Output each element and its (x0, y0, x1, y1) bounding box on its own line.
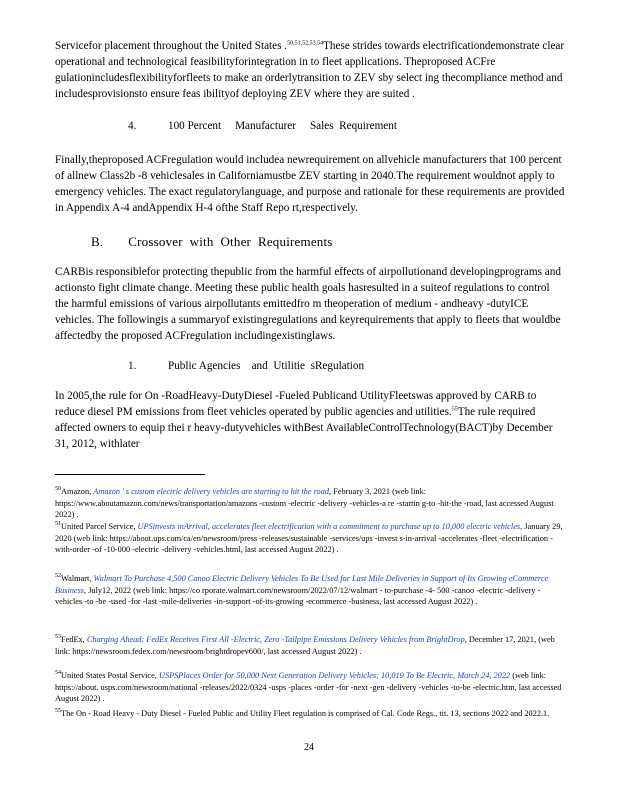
footnote-link-title[interactable]: USPSPlaces Order for 50,000 Next Generation Delivery Vehicles; 10,019 To Be Electric, March 24, 2022 (158, 671, 511, 680)
footnote-link-title[interactable]: UPSinvests inArrival, accelerates fleet electrification with a commitment to purchase up to 10,000 electric vehicles (137, 522, 521, 531)
paragraph-text: These strides towards electrificationdemonstrate clear operational and technological feasibilityforintegration in to fleet applications. Theproposed ACFre gulationincludesflexibilityforfleets to make an orderlytransition to ZEV sby select ing thecompliance method and includesprovisionsto ensure feas ibilityof deploying ZEV where they are suited . (55, 40, 565, 100)
footnote-link-title[interactable]: Amazon ' s custom electric delivery vehicles are starting to hit the road (93, 487, 329, 496)
footnote-text: , December 17, 2021, (web link: https://newsroom.fedex.com/newsroom/brightdropev600/, last accessed August 2022) . (55, 635, 555, 656)
footnote-number: 53 (55, 634, 61, 641)
footnote-source: United States Postal Service, (61, 671, 157, 680)
footnote-text: The On - Road Heavy - Duty Diesel - Fueled Public and Utility Fleet regulation is comprised of Cal. Code Regs., tit. 13, sections 2022 and 2022.1. (61, 709, 550, 718)
paragraph-text: The rule required affected owners to equip thei r heavy-dutyvehicles withBest AvailableControlTechnology(BACT)by December 31, 2012, withlater (55, 406, 553, 450)
footnote-text: , July12, 2022 (web link: https://co rporate.walmart.com/newsroom/2022/07/12/walmart - to-purchase -4- 500 -canoo -electric -delivery -vehicles -to -be -used -for -last -mile-deliveries -in-support -of-its-growing -ecommerce -business, last accessed August 2022) . (55, 585, 541, 607)
paragraph-manufacturer-requirement: Finally,theproposed ACFregulation would includea newrequirement on allvehicle manufacturers that 100 percent of allnew Class2b -8 vehiclesales in Californiamustbe ZEV starting in 2040.The requirement wouldnot apply to emergency vehicles. The exact regulatorylanguage, and purpose and rationale for these requirements are provided in Appendix A-4 andAppendix H-4 ofthe Staff Repo rt,respectively. (55, 154, 565, 214)
paragraph-public-agencies (55, 388, 565, 452)
footnote-50 (55, 486, 563, 521)
footnote-source: Amazon, (61, 487, 92, 496)
heading-letter: B. (91, 234, 104, 249)
footnote-source: FedEx, (61, 635, 85, 644)
section-heading-1 (128, 360, 364, 372)
heading-title: 100 Percent Manufacturer Sales Requirement (167, 120, 397, 132)
footnote-number: 52 (55, 573, 61, 580)
paragraph-carb-summary: CARBis responsiblefor protecting thepublic from the harmful effects of airpollutionand developingprograms and actionsto fight climate change. Meeting these public health goals hasresulted in a suiteof regulations to control the harmful emissions of various airpollutants emittedfro m theoperation of medium - andheavy -dutyICE vehicles. The followingis a summaryof existingregulations and keyrequirements that apply to fleets that wouldbe affectedby the proposed ACFregulation includingexistinglaws. (55, 266, 561, 342)
heading-number: 4. (128, 120, 137, 132)
footnote-text: , February 3, 2021 (web link: https://www.aboutamazon.com/news/transportation/amazons -custom -electric -delivery -vehicles-a re -startin g-to -hit-the -road, last accessed August 2022) . (55, 487, 554, 520)
footnote-number: 50 (55, 486, 61, 493)
footnote-link-title[interactable]: Charging Ahead: FedEx Receives First All -Electric, Zero -Tailpipe Emissions Delivery Vehicles from BrightDrop (86, 635, 465, 644)
footnote-source: Walmart, (61, 574, 92, 583)
footnote-52 (55, 573, 563, 608)
page-number: 24 (304, 742, 314, 753)
footnote-51 (55, 521, 563, 556)
heading-number: 1. (128, 360, 137, 372)
heading-title: Public Agencies and Utilitie sRegulation (167, 360, 365, 372)
footnote-54 (55, 670, 563, 705)
footnote-text: (web link: https://about. usps.com/newsroom/national -releases/2022/0324 -usps -places -order -for -next -gen -delivery -vehicles -to-be -electric.htm, last accessed August 2022) . (55, 671, 562, 704)
section-heading-b (91, 234, 333, 250)
footnote-55 (55, 708, 563, 720)
footnote-ref[interactable]: 55 (451, 406, 458, 413)
paragraph-text: In 2005,the rule for On -RoadHeavy-DutyDiesel -Fueled Publicand UtilityFleetswas approved by CARB to reduce diesel PM emissions from fleet vehicles operated by public agencies and utilities. (55, 390, 537, 418)
footnote-ref[interactable]: 50,51,52,53,54 (287, 40, 324, 47)
footnote-link-title[interactable]: Walmart To Purchase 4,500 Canoo Electric Delivery Vehicles To Be Used for Last Mile Deliveries in Support of Its Growing eCommerce Business (55, 574, 549, 595)
footnote-number: 55 (55, 708, 61, 715)
paragraph-text: Servicefor placement throughout the United States . (55, 40, 288, 52)
footnote-source: United Parcel Service, (61, 522, 136, 531)
footnote-separator (55, 474, 205, 475)
heading-title: Crossover with Other Requirements (128, 234, 333, 249)
footnote-53 (55, 634, 563, 657)
footnote-number: 54 (55, 670, 61, 677)
paragraph-electrification (55, 38, 565, 102)
footnote-number: 51 (55, 521, 61, 528)
footnote-text: , January 29, 2020 (web link: https://about.ups.com/ca/en/newsroom/press -releases/sustainable -services/ups -invest s-in-arrival -accelerates -fleet -electrification -with-order -of -10-000 -electric -delivery -vehicles.html, last accessed August 2022) . (55, 522, 563, 555)
section-heading-4 (128, 120, 397, 132)
